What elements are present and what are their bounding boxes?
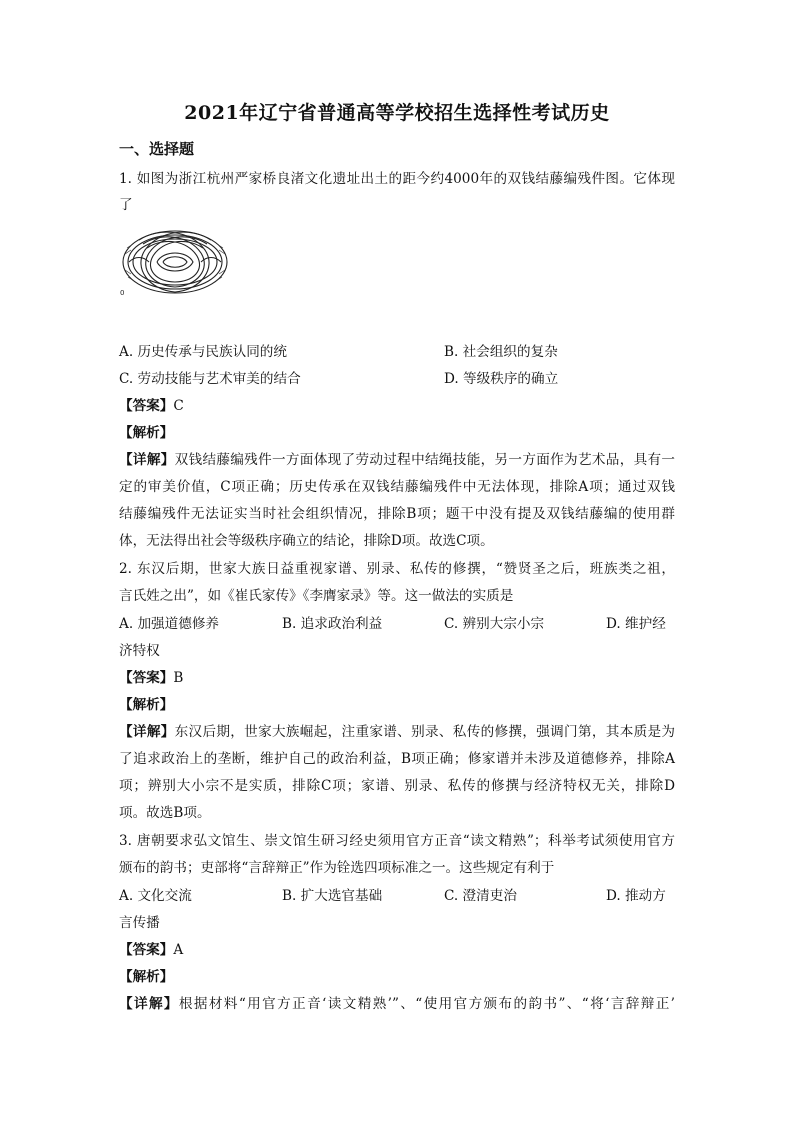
q2-detail-line-1: 【详解】东汉后期，世家大族崛起，注重家谱、别录、私传的修撰，强调门第，其本质是为: [119, 724, 676, 740]
q1-option-b: B. 社会组织的复杂: [444, 344, 558, 360]
q2-stem-line-2: 言氏姓之出”，如《崔氏家传》《李膺家录》等。这一做法的实质是: [119, 588, 514, 604]
q1-option-a: A. 历史传承与民族认同的统: [119, 344, 287, 360]
q1-stem-line-2: 了: [119, 197, 133, 213]
answer-tag: 【答案】: [119, 942, 174, 958]
answer-tag: 【答案】: [119, 670, 174, 686]
q1-option-c: C. 劳动技能与艺术审美的结合: [119, 371, 301, 387]
q2-answer-line: [119, 669, 183, 687]
q2-detail-line-4: 项。故选B项。: [119, 805, 211, 821]
q2-detail-line-3: 项；辨别大小宗不是实质，排除C项；家谱、别录、私传的修撰与经济特权无关，排除D: [119, 778, 675, 794]
q1-detail-line-1: 【详解】双钱结藤编残件一方面体现了劳动过程中结绳技能，另一方面作为艺术品，具有一: [119, 452, 676, 468]
q2-detail-line-2: 了追求政治上的垄断，维护自己的政治利益，B项正确；修家谱并未涉及道德修养，排除A: [119, 751, 675, 767]
q2-answer: B: [173, 670, 184, 686]
q3-option-d-tail: 言传播: [119, 915, 160, 931]
figure-label: 0: [120, 289, 125, 297]
double-coin-knot-figure: [119, 222, 229, 300]
q1-answer: C: [173, 398, 184, 414]
detail-tag: 【详解】: [119, 452, 175, 468]
q2-option-b: B. 追求政治利益: [282, 616, 383, 632]
page-title: 2021年辽宁省普通高等学校招生选择性考试历史: [184, 102, 610, 124]
q3-answer: A: [173, 942, 184, 958]
q2-option-d: D. 维护经: [606, 616, 666, 632]
detail-tag: 【详解】: [119, 996, 179, 1012]
q2-option-c: C. 辨别大宗小宗: [444, 616, 545, 632]
q3-analysis-tag: 【解析】: [119, 969, 174, 985]
q2-option-a: A. 加强道德修养: [119, 616, 220, 632]
q2-analysis-tag: 【解析】: [119, 697, 174, 713]
q2-option-d-tail: 济特权: [119, 643, 160, 659]
q3-stem-line-1: 3. 唐朝要求弘文馆生、崇文馆生研习经史须用官方正音“读文精熟”；科举考试须使用官方: [119, 833, 675, 849]
answer-tag: 【答案】: [119, 398, 174, 414]
q1-detail-line-3: 结藤编残件无法证实当时社会组织情况，排除B项；题干中没有提及双钱结藤编的使用群: [119, 506, 675, 522]
q1-detail-line-4: 体，无法得出社会等级秩序确立的结论，排除D项。故选C项。: [119, 533, 494, 549]
q2-stem-line-1: 2. 东汉后期，世家大族日益重视家谱、别录、私传的修撰，“赞贤圣之后，班族类之祖，: [119, 561, 675, 577]
q3-stem-line-2: 颁布的韵书；吏部将“言辞辩正”作为铨选四项标准之一。这些规定有利于: [119, 860, 555, 876]
q3-option-b: B. 扩大选官基础: [282, 888, 383, 904]
q3-option-d: D. 推动方: [606, 888, 666, 904]
q3-option-c: C. 澄清吏治: [444, 888, 517, 904]
detail-tag: 【详解】: [119, 724, 175, 740]
q1-stem-line-1: 1. 如图为浙江杭州严家桥良渚文化遗址出土的距今约4000年的双钱结藤编残件图。它体现: [119, 171, 675, 187]
q3-option-a: A. 文化交流: [119, 888, 192, 904]
q1-answer-line: [119, 397, 184, 415]
q3-detail-line-1: 【详解】根据材料“用官方正音‘读文精熟’”、“使用官方颁布的韵书”、“将‘言辞辩正’: [119, 996, 676, 1012]
q1-option-d: D. 等级秩序的确立: [444, 371, 559, 387]
q1-analysis-tag: 【解析】: [119, 425, 174, 441]
q3-answer-line: [119, 941, 183, 959]
q1-detail-line-2: 定的审美价值，C项正确；历史传承在双钱结藤编残件中无法体现，排除A项；通过双钱: [119, 479, 675, 495]
section-heading: 一、选择题: [119, 140, 195, 158]
